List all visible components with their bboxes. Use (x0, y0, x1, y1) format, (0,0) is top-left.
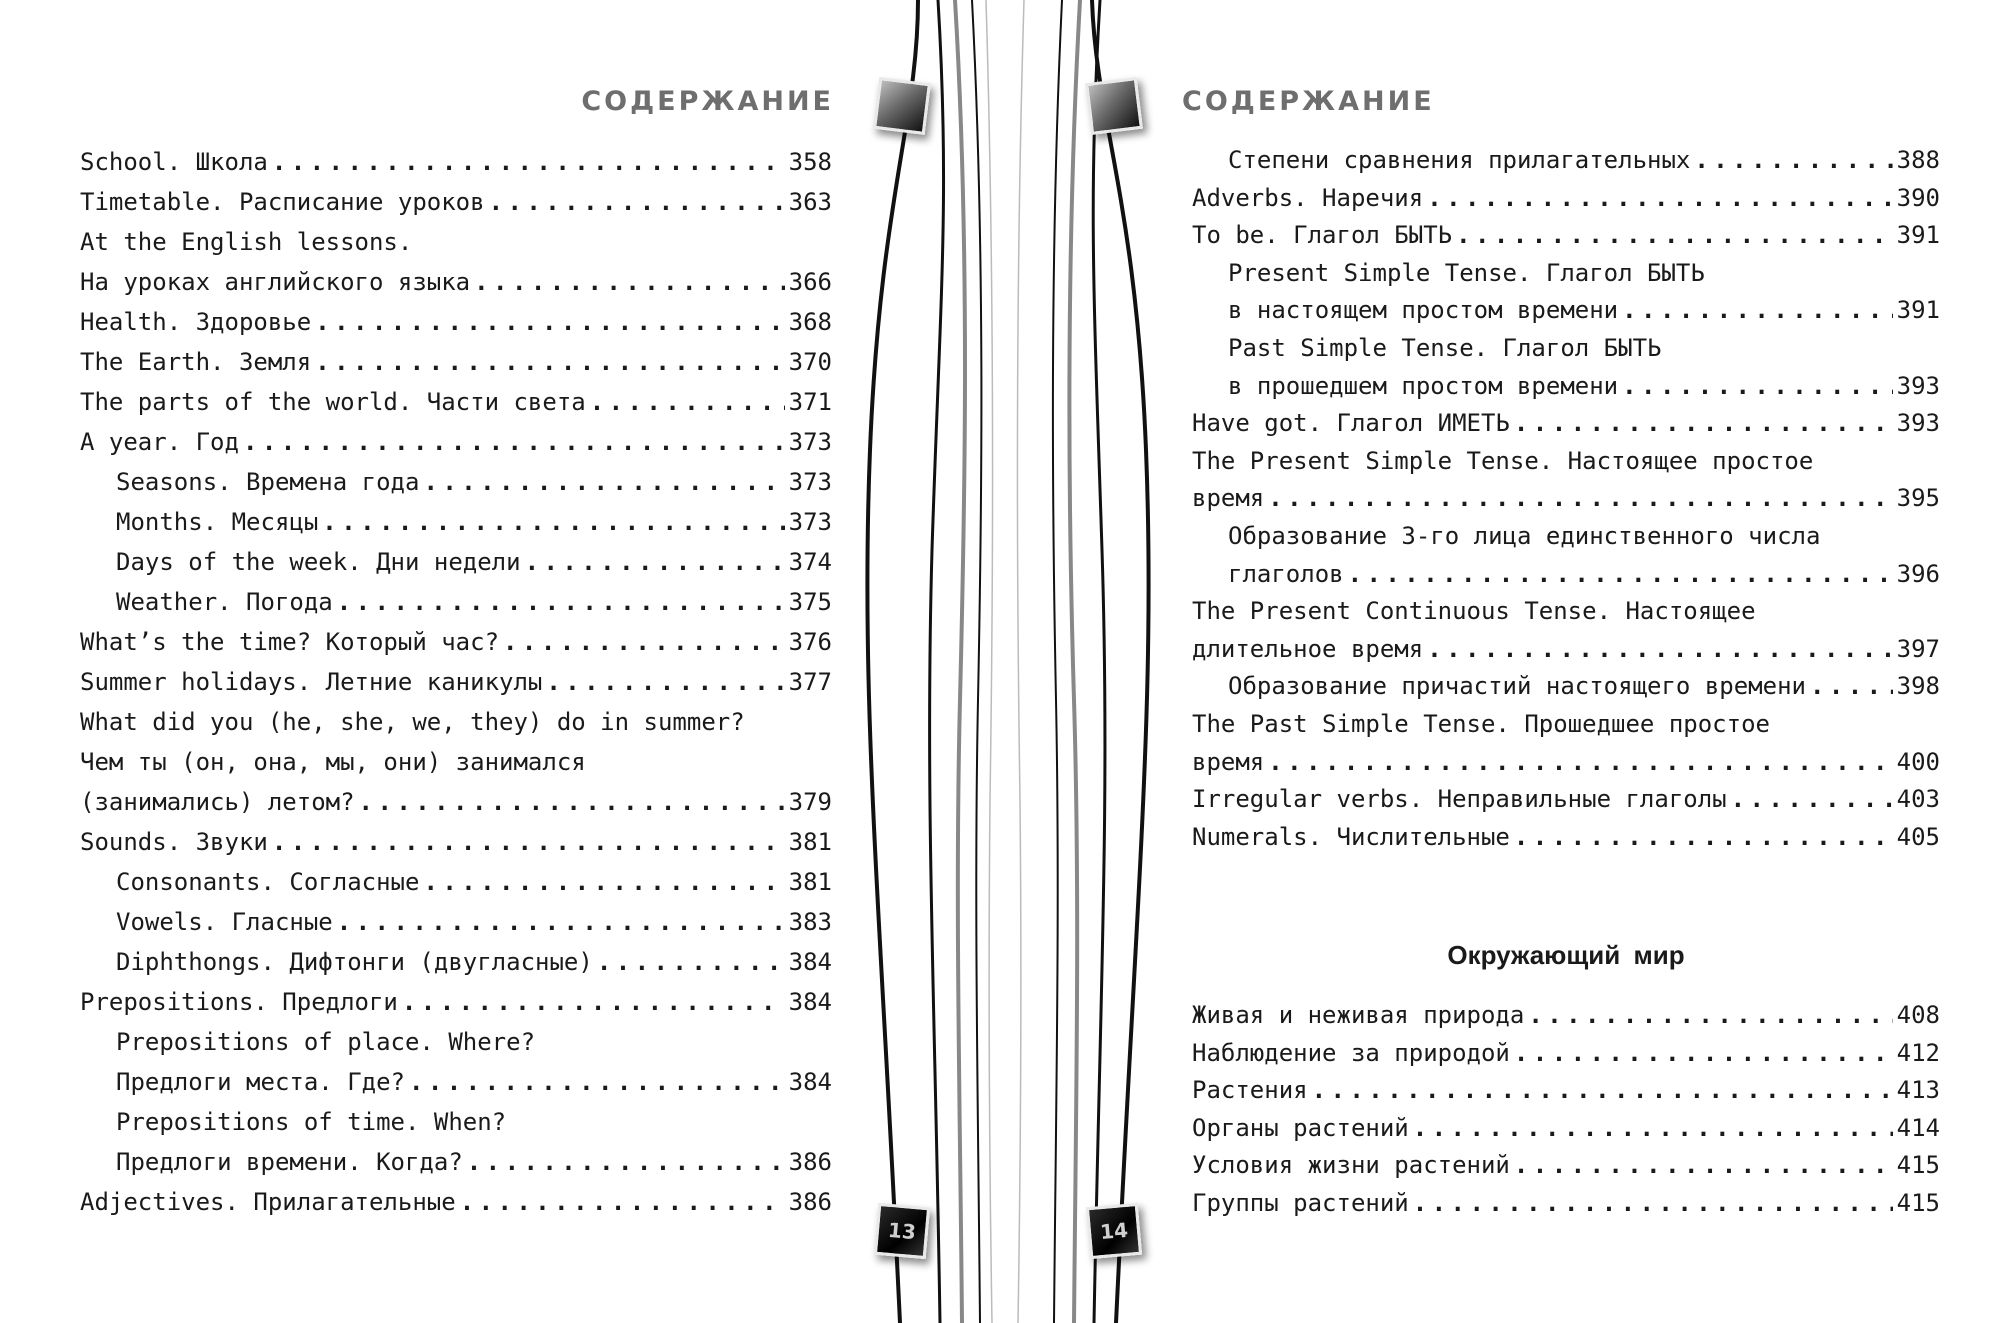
toc-leader-dots (1731, 781, 1893, 819)
toc-entry-page: 376 (788, 628, 832, 656)
toc-entry-title: At the English lessons. (80, 228, 413, 256)
toc-entry (80, 302, 832, 342)
toc-leader-dots (1528, 997, 1892, 1035)
toc-entry (1192, 668, 1940, 706)
toc-leader-dots (489, 182, 785, 222)
toc-entry (1192, 255, 1940, 293)
toc-leader-dots (1514, 819, 1893, 857)
toc-entry-title: Sounds. Звуки (80, 828, 268, 856)
toc-leader-dots (1810, 668, 1893, 706)
toc-entry (1192, 706, 1940, 744)
toc-leader-dots (1427, 631, 1892, 669)
toc-leader-dots (590, 382, 785, 422)
toc-entry-page: 397 (1896, 634, 1940, 663)
toc-entry (80, 222, 832, 262)
toc-entry-page: 366 (788, 268, 832, 296)
toc-entry-title: Растения (1192, 1076, 1308, 1105)
toc-entry-page: 405 (1896, 822, 1940, 851)
toc-entry-page: 388 (1896, 146, 1940, 174)
toc-entry-title: в настоящем простом времени (1228, 296, 1619, 325)
toc-entry-page: 384 (788, 988, 832, 1016)
toc-entry-title: The parts of the world. Части света (80, 388, 586, 416)
toc-entry-page: 373 (788, 508, 832, 536)
toc-entry-title: Группы растений (1192, 1188, 1409, 1217)
toc-entry-page: 377 (788, 668, 832, 696)
toc-entry-page: 379 (788, 788, 832, 816)
toc-entry-page: 395 (1896, 484, 1940, 513)
toc-leader-dots (315, 302, 784, 342)
toc-leader-dots (1514, 1147, 1893, 1185)
toc-leader-dots (423, 862, 784, 902)
toc-entry-page: 391 (1896, 296, 1940, 325)
toc-entry (1192, 368, 1940, 406)
toc-leader-dots (243, 422, 785, 462)
toc-entry-title: Numerals. Числительные (1192, 822, 1510, 851)
toc-entry-title: Past Simple Tense. Глагол БЫТЬ (1228, 333, 1662, 362)
toc-entry (1192, 1147, 1940, 1185)
toc-entry (1192, 997, 1940, 1035)
toc-entry (80, 862, 832, 902)
toc-entry-page: 393 (1896, 371, 1940, 400)
toc-entry-title: Органы растений (1192, 1113, 1409, 1142)
page-number-badge (874, 1203, 930, 1259)
toc-entry-page: 400 (1896, 747, 1940, 776)
toc-leader-dots (1514, 405, 1893, 443)
toc-entry-title: Prepositions of time. When? (116, 1108, 507, 1136)
toc-entry-title: The Earth. Земля (80, 348, 312, 376)
section-title: Окружающий мир (1447, 940, 1685, 970)
toc-entry (80, 622, 832, 662)
toc-leader-dots (337, 902, 785, 942)
toc-entry-title: Summer holidays. Летние каникулы (80, 668, 543, 696)
toc-leader-dots (315, 342, 784, 382)
toc-leader-dots (322, 502, 784, 542)
toc-entry (80, 1062, 832, 1102)
toc-entry-title: Наблюдение за природой (1192, 1038, 1510, 1067)
toc-entry (1192, 443, 1940, 481)
toc-leader-dots (1413, 1110, 1893, 1148)
corner-square-decoration (873, 77, 931, 135)
toc-entry-title: Образование 3-го лица единственного числа (1228, 521, 1821, 550)
toc-entry (80, 662, 832, 702)
toc-entry (80, 742, 832, 782)
toc-entry-page: 386 (788, 1188, 832, 1216)
toc-entry-title: Степени сравнения прилагательных (1228, 146, 1691, 174)
toc-entry-page: 371 (788, 388, 832, 416)
toc-entry-page: 408 (1896, 1001, 1940, 1029)
toc-entry-page: 415 (1896, 1188, 1940, 1217)
toc-leader-dots (525, 542, 785, 582)
toc-entry-title: Health. Здоровье (80, 308, 312, 336)
toc-leader-dots (423, 462, 784, 502)
toc-leader-dots (1268, 480, 1892, 518)
toc-entry (80, 1022, 832, 1062)
right-page (1006, 0, 2012, 1323)
toc-entry (80, 942, 832, 982)
toc-entry-title: Adjectives. Прилагательные (80, 1188, 456, 1216)
toc-leader-dots (337, 582, 785, 622)
toc-entry-title: Vowels. Гласные (116, 908, 333, 936)
toc-entry (80, 782, 832, 822)
toc-entry (1192, 405, 1940, 443)
toc-entry (1192, 1035, 1940, 1073)
toc-entry-title: Irregular verbs. Неправильные глаголы (1192, 785, 1727, 814)
corner-square-decoration (1085, 77, 1143, 135)
toc-entry-title: Условия жизни растений (1192, 1151, 1510, 1180)
toc-entry (1192, 292, 1940, 330)
toc-entry (80, 1142, 832, 1182)
toc-entry-page: 363 (788, 188, 832, 216)
toc-leader-dots (474, 262, 785, 302)
toc-leader-dots (460, 1182, 785, 1222)
toc-entry-page: 384 (788, 1068, 832, 1096)
toc-entry-page: 368 (788, 308, 832, 336)
toc-entry-page: 396 (1896, 559, 1940, 588)
toc-entry (1192, 480, 1940, 518)
toc-leader-dots (409, 1062, 785, 1102)
toc-entry-title: Timetable. Расписание уроков (80, 188, 485, 216)
toc-entry (80, 182, 832, 222)
toc-entry (1192, 180, 1940, 218)
toc-leader-dots (272, 822, 785, 862)
toc-leader-dots (1413, 1185, 1893, 1223)
toc-leader-dots (503, 622, 785, 662)
toc-entry-page: 398 (1896, 672, 1940, 701)
toc-entry-title: Prepositions. Предлоги (80, 988, 398, 1016)
toc-leader-dots (597, 942, 785, 982)
toc-entry (80, 342, 832, 382)
toc-entry-title: The Present Continuous Tense. Настоящее (1192, 597, 1756, 626)
toc-entry-page: 412 (1896, 1038, 1940, 1067)
toc-entry-title: в прошедшем простом времени (1228, 371, 1619, 400)
toc-entry-page: 414 (1896, 1113, 1940, 1142)
toc-entry-title: Weather. Погода (116, 588, 333, 616)
toc-entry-page: 383 (788, 908, 832, 936)
toc-entry (1192, 1072, 1940, 1110)
toc-entry (1192, 744, 1940, 782)
toc-leader-dots (1694, 142, 1892, 180)
toc-entry-page: 374 (788, 548, 832, 576)
toc-entry-title: Чем ты (он, она, мы, они) занимался (80, 748, 586, 776)
toc-entry (1192, 556, 1940, 594)
toc-entry-title: На уроках английского языка (80, 268, 471, 296)
toc-entry-title: время (1192, 747, 1265, 776)
toc-entry-title: Живая и неживая природа (1192, 1001, 1525, 1029)
page-number: 14 (1099, 1217, 1129, 1245)
toc-entry-page: 358 (788, 148, 832, 176)
toc-entry (80, 262, 832, 302)
toc-entry (80, 982, 832, 1022)
toc-leader-dots (467, 1142, 785, 1182)
toc-entry (80, 382, 832, 422)
toc-entry-title: Diphthongs. Дифтонги (двугласные) (116, 948, 593, 976)
toc-entry-title: длительное время (1192, 634, 1424, 663)
toc-entry-page: 391 (1896, 221, 1940, 250)
toc-leader-dots (1427, 180, 1892, 218)
toc-list (1192, 142, 1940, 856)
toc-entry (1192, 518, 1940, 556)
toc-entry-title: A year. Год (80, 428, 239, 456)
toc-entry-page: 390 (1896, 183, 1940, 212)
toc-entry (80, 1102, 832, 1142)
toc-entry (80, 702, 832, 742)
toc-entry (80, 542, 832, 582)
toc-entry-title: Образование причастий настоящего времени (1228, 672, 1806, 701)
toc-entry-page: 384 (788, 948, 832, 976)
toc-entry-title: Have got. Глагол ИМЕТЬ (1192, 409, 1510, 438)
toc-leader-dots (1622, 292, 1893, 330)
toc-leader-dots (1456, 217, 1893, 255)
toc-entry (80, 422, 832, 462)
toc-entry-title: время (1192, 484, 1265, 513)
toc-leader-dots (1312, 1072, 1893, 1110)
toc-entry (80, 462, 832, 502)
toc-entry-title: Consonants. Согласные (116, 868, 420, 896)
toc-entry (1192, 631, 1940, 669)
toc-entry (80, 822, 832, 862)
toc-leader-dots (546, 662, 784, 702)
toc-entry (80, 502, 832, 542)
toc-entry (1192, 217, 1940, 255)
toc-entry (1192, 330, 1940, 368)
toc-entry-page: 393 (1896, 409, 1940, 438)
toc-entry-title: Seasons. Времена года (116, 468, 420, 496)
toc-entry-page: 415 (1896, 1151, 1940, 1180)
toc-entry (1192, 781, 1940, 819)
toc-entry-title: глаголов (1228, 559, 1344, 588)
toc-entry-title: (занимались) летом? (80, 788, 355, 816)
toc-entry-page: 373 (788, 468, 832, 496)
toc-entry (80, 142, 832, 182)
toc-entry-title: Adverbs. Наречия (1192, 183, 1424, 212)
toc-entry (1192, 142, 1940, 180)
toc-entry (80, 902, 832, 942)
page-heading: СОДЕРЖАНИЕ (1182, 86, 1435, 117)
toc-entry-title: Present Simple Tense. Глагол БЫТЬ (1228, 258, 1705, 287)
toc-entry-page: 370 (788, 348, 832, 376)
page-number-badge (1086, 1203, 1142, 1259)
toc-entry (80, 1182, 832, 1222)
toc-leader-dots (1348, 556, 1893, 594)
toc-entry-title: Days of the week. Дни недели (116, 548, 521, 576)
toc-entry (1192, 593, 1940, 631)
page-number: 13 (887, 1217, 917, 1245)
toc-leader-dots (402, 982, 785, 1022)
toc-entry (1192, 819, 1940, 857)
toc-entry-title: School. Школа (80, 148, 268, 176)
toc-entry-title: Предлоги места. Где? (116, 1068, 405, 1096)
toc-leader-dots (359, 782, 785, 822)
toc-entry-title: What did you (he, she, we, they) do in summer? (80, 708, 745, 736)
toc-entry-page: 381 (788, 828, 832, 856)
toc-leader-dots (1514, 1035, 1893, 1073)
toc-entry-title: Months. Месяцы (116, 508, 319, 536)
toc-list-section (1192, 997, 1940, 1223)
toc-entry (1192, 1110, 1940, 1148)
toc-entry-title: The Past Simple Tense. Прошедшее простое (1192, 709, 1770, 738)
toc-entry-page: 403 (1896, 785, 1940, 814)
toc-entry-title: What’s the time? Который час? (80, 628, 500, 656)
toc-entry (80, 582, 832, 622)
toc-entry (1192, 1185, 1940, 1223)
toc-entry-title: Предлоги времени. Когда? (116, 1148, 463, 1176)
toc-entry-page: 375 (788, 588, 832, 616)
toc-list (80, 142, 832, 1222)
toc-leader-dots (272, 142, 785, 182)
toc-leader-dots (1268, 744, 1892, 782)
toc-entry-title: Prepositions of place. Where? (116, 1028, 536, 1056)
toc-entry-title: To be. Глагол БЫТЬ (1192, 221, 1453, 250)
toc-entry-page: 413 (1896, 1076, 1940, 1105)
toc-entry-title: The Present Simple Tense. Настоящее простое (1192, 446, 1814, 475)
toc-entry-page: 373 (788, 428, 832, 456)
page-heading: СОДЕРЖАНИЕ (581, 86, 834, 117)
toc-entry-page: 381 (788, 868, 832, 896)
toc-entry-page: 386 (788, 1148, 832, 1176)
toc-leader-dots (1622, 368, 1893, 406)
